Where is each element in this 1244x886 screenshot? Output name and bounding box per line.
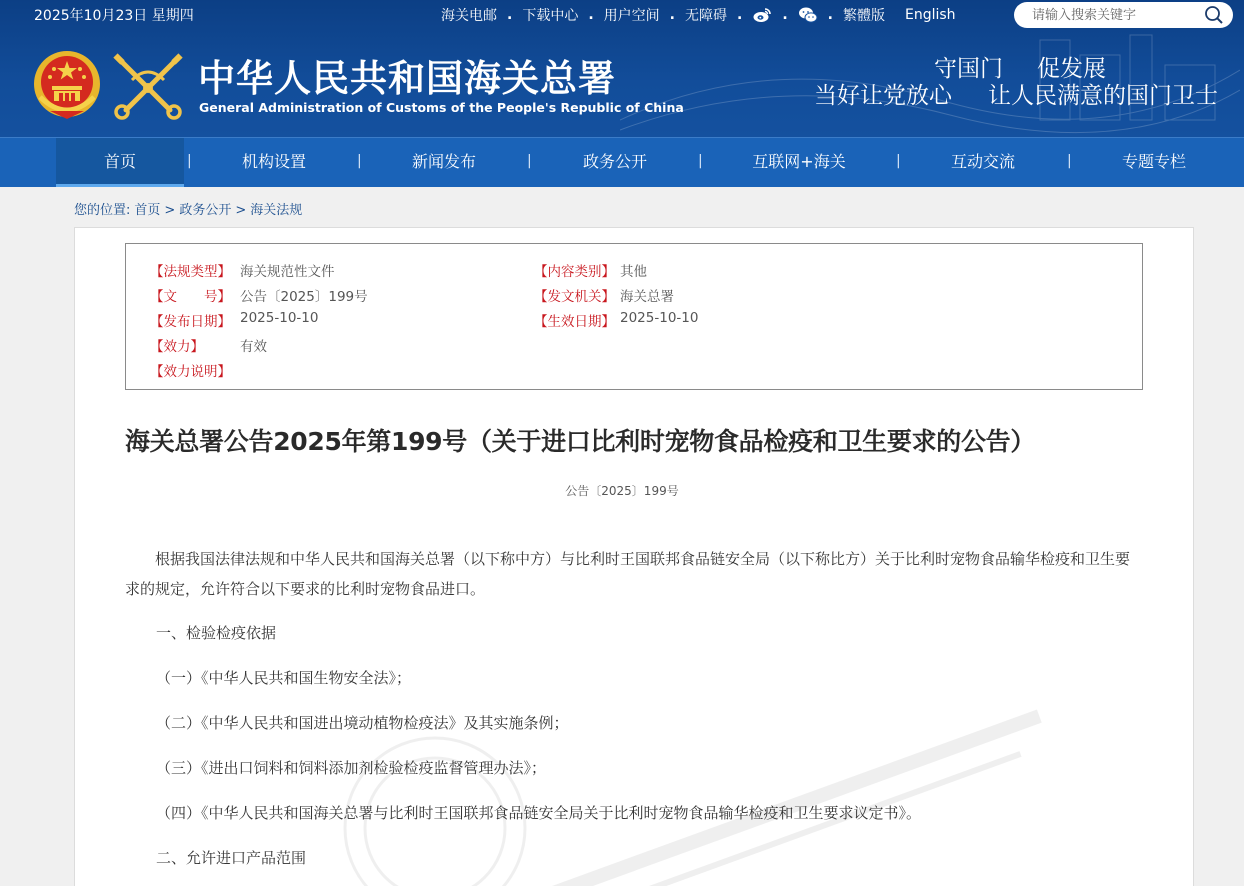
main-nav: [0, 137, 1244, 187]
nav-item-government-affairs[interactable]: 政务公开: [582, 152, 647, 171]
meta-label-regulation-type: 【法规类型】: [150, 264, 231, 280]
meta-label-document-number: 【文 号】: [150, 289, 231, 305]
slogan-line-2: [814, 77, 1218, 110]
nav-item-organization[interactable]: 机构设置: [241, 152, 306, 171]
nav-item-news[interactable]: 新闻发布: [411, 152, 476, 171]
meta-value-validity: 有效: [240, 339, 267, 355]
nav-separator: |: [527, 153, 532, 169]
document-intro: [125, 544, 1139, 604]
meta-value-issuing-authority: 海关总署: [620, 289, 674, 305]
meta-value-document-number: 公告〔2025〕199号: [240, 289, 368, 305]
current-date: 2025年10月23日 星期四: [34, 8, 194, 24]
separator-dot: .: [507, 7, 513, 23]
meta-label-publish-date: 【发布日期】: [150, 314, 231, 330]
meta-label-validity-note: 【效力说明】: [150, 364, 231, 380]
nav-separator: |: [698, 153, 703, 169]
list-item: （一）《中华人民共和国生物安全法》；: [156, 669, 412, 687]
link-accessibility[interactable]: 无障碍: [684, 8, 727, 24]
meta-value-regulation-type: 海关规范性文件: [240, 264, 335, 280]
nav-separator: |: [896, 153, 901, 169]
meta-value-publish-date: 2025-10-10: [240, 310, 319, 326]
search-icon[interactable]: [1203, 5, 1225, 25]
nav-item-special-topics[interactable]: 专题专栏: [1121, 152, 1186, 171]
separator-dot: .: [736, 7, 743, 23]
list-item: （二）《中华人民共和国进出境动植物检疫法》及其实施条例；: [156, 714, 569, 732]
breadcrumb-prefix: 您的位置:: [74, 203, 131, 218]
slogan-phrase: 促发展: [1037, 56, 1106, 82]
meta-label-issuing-authority: 【发文机关】: [534, 289, 615, 305]
separator-dot: .: [669, 7, 675, 23]
search-box: [1014, 2, 1233, 28]
site-title: 中华人民共和国海关总署: [198, 56, 616, 100]
nav-separator: |: [1067, 153, 1072, 169]
breadcrumb: [74, 199, 302, 218]
nav-separator: |: [357, 153, 362, 169]
separator-dot: .: [588, 7, 594, 23]
top-links: [441, 5, 956, 25]
meta-value-effective-date: 2025-10-10: [620, 310, 699, 326]
breadcrumb-separator: >: [235, 203, 247, 218]
nav-item-internet-customs[interactable]: 互联网+海关: [752, 152, 846, 171]
regulation-metadata: [125, 243, 1143, 390]
link-download-center[interactable]: 下载中心: [522, 8, 579, 24]
breadcrumb-separator: >: [164, 203, 176, 218]
nav-item-home[interactable]: 首页: [56, 138, 184, 187]
breadcrumb-link-home[interactable]: 首页: [134, 203, 161, 218]
search-input[interactable]: [1032, 6, 1202, 24]
meta-label-content-category: 【内容类别】: [534, 264, 615, 280]
document-title: 海关总署公告2025年第199号（关于进口比利时宠物食品检疫和卫生要求的公告）: [125, 427, 1036, 456]
link-english[interactable]: English: [904, 7, 956, 23]
slogan-phrase: 让人民满意的国门卫士: [988, 83, 1218, 109]
weibo-icon[interactable]: [752, 6, 772, 24]
nav-separator: |: [187, 153, 192, 169]
list-item: （四）《中华人民共和国海关总署与比利时王国联邦食品链安全局关于比利时宠物食品输华检疫和卫生要求议定书》。: [156, 804, 922, 822]
site-header: [0, 0, 1244, 137]
meta-value-content-category: 其他: [620, 264, 647, 280]
slogan-phrase: 当好让党放心: [814, 83, 952, 109]
nav-item-interaction[interactable]: 互动交流: [950, 152, 1015, 171]
link-traditional-chinese[interactable]: 繁體版: [842, 8, 885, 24]
document-number: 公告〔2025〕199号: [565, 484, 679, 498]
separator-dot: .: [782, 7, 788, 23]
meta-label-effective-date: 【生效日期】: [534, 314, 615, 330]
link-customs-email[interactable]: 海关电邮: [441, 8, 497, 24]
breadcrumb-link-government-affairs[interactable]: 政务公开: [179, 203, 232, 218]
customs-emblem-icon[interactable]: [112, 52, 184, 120]
section-heading-2: 二、允许进口产品范围: [156, 849, 307, 867]
site-title-english: General Administration of Customs of the People's Republic of China: [199, 100, 684, 115]
link-user-space[interactable]: 用户空间: [603, 8, 660, 24]
national-emblem-icon[interactable]: [32, 49, 102, 121]
slogan-phrase: 守国门: [934, 56, 1003, 82]
intro-paragraph: 根据我国法律法规和中华人民共和国海关总署（以下称中方）与比利时王国联邦食品链安全局（以下称比方）关于比利时宠物食品输华检疫和卫生要求的规定，允许符合以下要求的比利时宠物食品进口。: [125, 550, 1131, 598]
separator-dot: .: [827, 7, 833, 23]
breadcrumb-link-customs-regulations[interactable]: 海关法规: [250, 203, 303, 218]
meta-label-validity: 【效力】: [150, 339, 204, 355]
list-item: （三）《进出口饲料和饲料添加剂检验检疫监督管理办法》；: [156, 759, 547, 777]
section-heading-1: 一、检验检疫依据: [156, 624, 277, 642]
wechat-icon[interactable]: [798, 6, 818, 24]
